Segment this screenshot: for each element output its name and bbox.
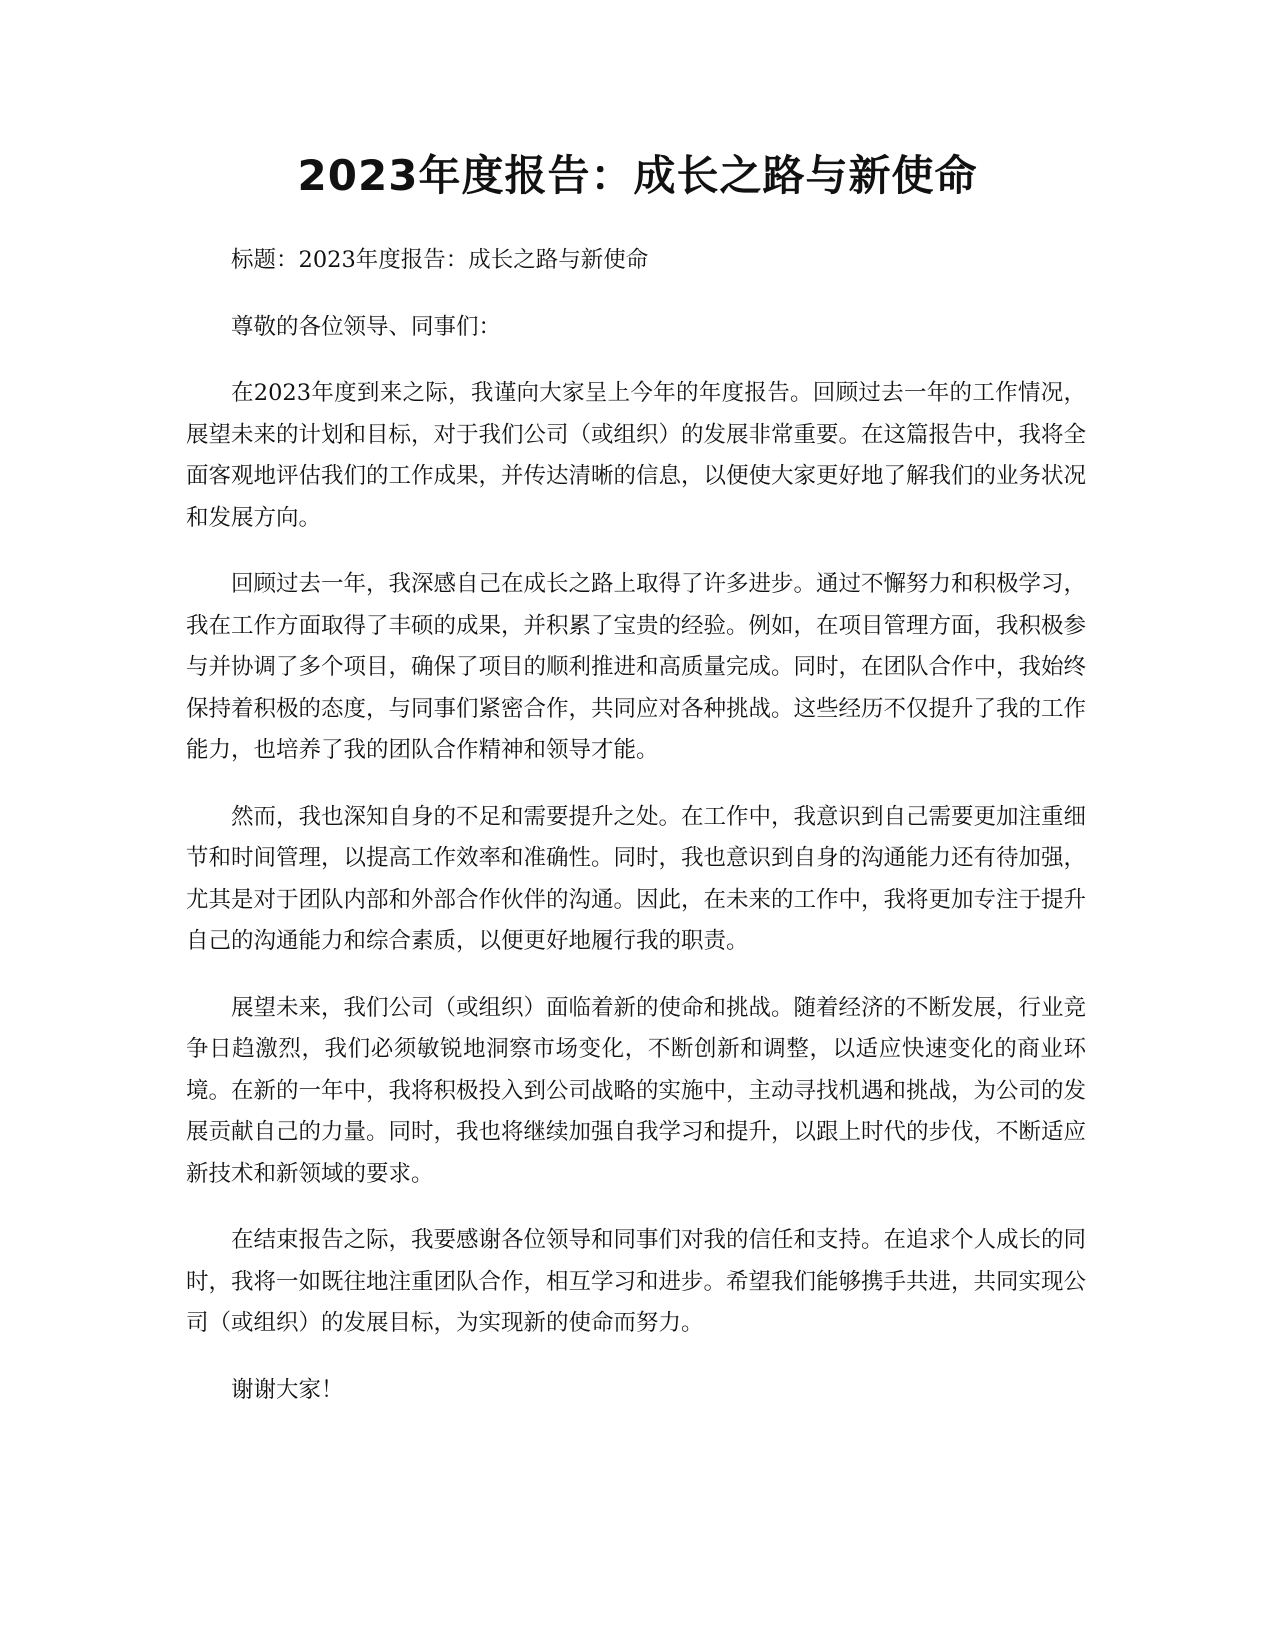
subject-line: 标题：2023年度报告：成长之路与新使命 bbox=[231, 247, 649, 273]
salutation: 尊敬的各位领导、同事们： bbox=[231, 313, 502, 340]
paragraph-shortcomings: 然而，我也深知自身的不足和需要提升之处。在工作中，我意识到自己需要更加注重细节和时间管理，以提高工作效率和准确性。同时，我也意识到自身的沟通能力还有待加强，尤其是对于团队内部和外部合作伙伴的沟通。因此，在未来的工作中，我将更加专注于提升自己的沟通能力和综合素质，以便更好地履行我的职责。 bbox=[186, 803, 1087, 954]
paragraph-review: 回顾过去一年，我深感自己在成长之路上取得了许多进步。通过不懈努力和积极学习，我在工作方面取得了丰硕的成果，并积累了宝贵的经验。例如，在项目管理方面，我积极参与并协调了多个项目，确保了项目的顺利推进和高质量完成。同时，在团队合作中，我始终保持着积极的态度，与同事们紧密合作，共同应对各种挑战。这些经历不仅提升了我的工作能力，也培养了我的团队合作精神和领导才能。 bbox=[186, 571, 1087, 763]
document-body bbox=[186, 240, 1086, 1436]
paragraph-outlook: 展望未来，我们公司（或组织）面临着新的使命和挑战。随着经济的不断发展，行业竞争日趋激烈，我们必须敏锐地洞察市场变化，不断创新和调整，以适应快速变化的商业环境。在新的一年中，我将积极投入到公司战略的实施中，主动寻找机遇和挑战，为公司的发展贡献自己的力量。同时，我也将继续加强自我学习和提升，以跟上时代的步伐，不断适应新技术和新领域的要求。 bbox=[186, 994, 1087, 1187]
paragraph-intro: 在2023年度到来之际，我谨向大家呈上今年的年度报告。回顾过去一年的工作情况，展望未来的计划和目标，对于我们公司（或组织）的发展非常重要。在这篇报告中，我将全面客观地评估我们的工作成果，并传达清晰的信息，以便使大家更好地了解我们的业务状况和发展方向。 bbox=[186, 380, 1087, 531]
document-title: 2023年度报告：成长之路与新使命 bbox=[297, 151, 978, 200]
thanks-line: 谢谢大家！ bbox=[231, 1376, 344, 1403]
paragraph-closing: 在结束报告之际，我要感谢各位领导和同事们对我的信任和支持。在追求个人成长的同时，我将一如既往地注重团队合作，相互学习和进步。希望我们能够携手共进，共同实现公司（或组织）的发展目标，为实现新的使命而努力。 bbox=[186, 1227, 1087, 1336]
